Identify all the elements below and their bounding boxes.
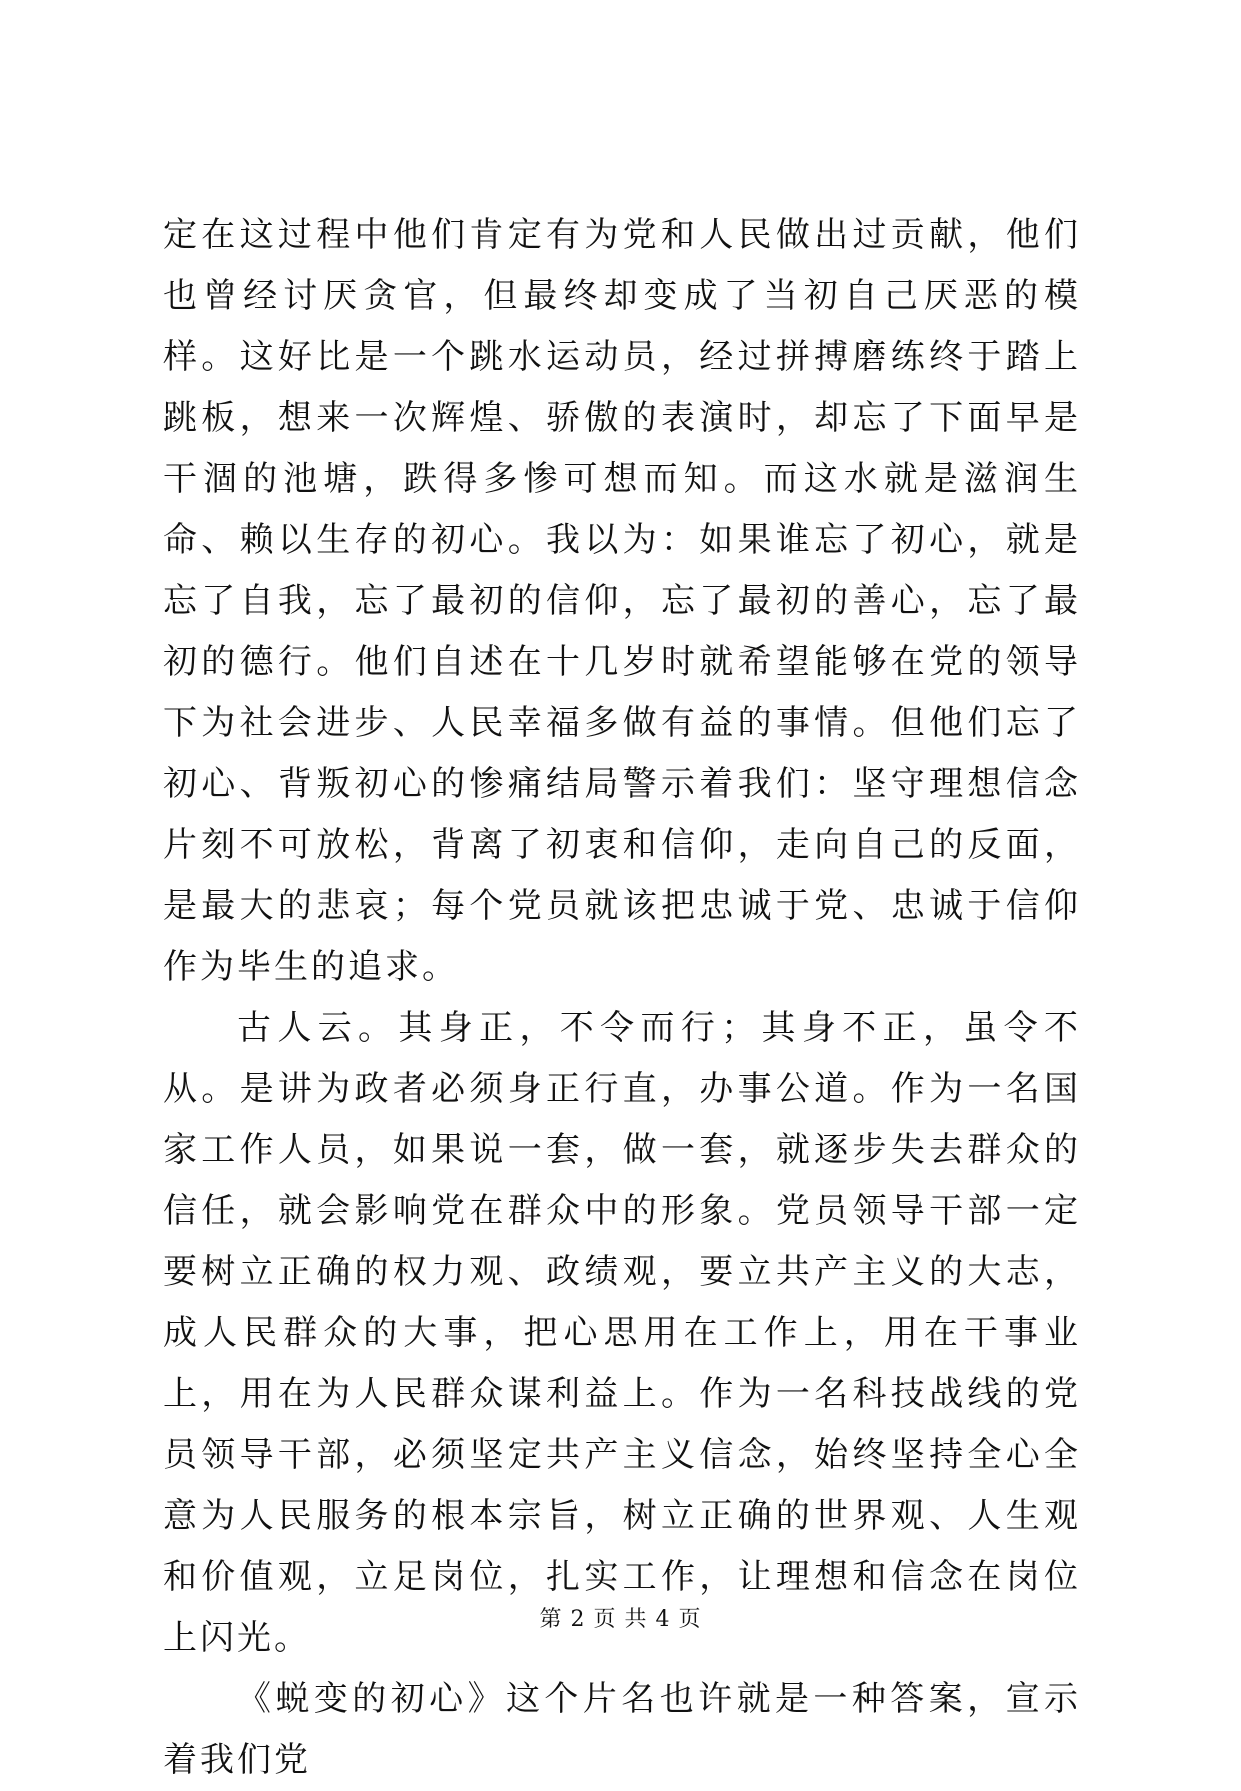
paragraph-2: 古人云。其身正，不令而行；其身不正，虽令不从。是讲为政者必须身正行直，办事公道。作为一名国家工作人员，如果说一套，做一套，就逐步失去群众的信任，就会影响党在群众中的形象。党员领导干部一定要树立正确的权力观、政绩观，要立共产主义的大志，成人民群众的大事，把心思用在工作上，用在干事业上，用在为人民群众谋利益上。作为一名科技战线的党员领导干部，必须坚定共产主义信念，始终坚持全心全意为人民服务的根本宗旨，树立正确的世界观、人生观和价值观，立足岗位，扎实工作，让理想和信念在岗位上闪光。: [163, 1008, 1081, 1658]
document-body: [163, 205, 1081, 1791]
page-footer: 第 2 页 共 4 页: [539, 1607, 702, 1632]
paragraph-1: 定在这过程中他们肯定有为党和人民做出过贡献，他们也曾经讨厌贪官，但最终却变成了当初自己厌恶的模样。这好比是一个跳水运动员，经过拼搏磨练终于踏上跳板，想来一次辉煌、骄傲的表演时，却忘了下面早是干涸的池塘，跌得多惨可想而知。而这水就是滋润生命、赖以生存的初心。我以为：如果谁忘了初心，就是忘了自我，忘了最初的信仰，忘了最初的善心，忘了最初的德行。他们自述在十几岁时就希望能够在党的领导下为社会进步、人民幸福多做有益的事情。但他们忘了初心、背叛初心的惨痛结局警示着我们：坚守理想信念片刻不可放松，背离了初衷和信仰，走向自己的反面，是最大的悲哀；每个党员就该把忠诚于党、忠诚于信仰作为毕生的追求。: [163, 215, 1081, 987]
paragraph-3: 《蜕变的初心》这个片名也许就是一种答案，宣示着我们党: [163, 1679, 1081, 1780]
